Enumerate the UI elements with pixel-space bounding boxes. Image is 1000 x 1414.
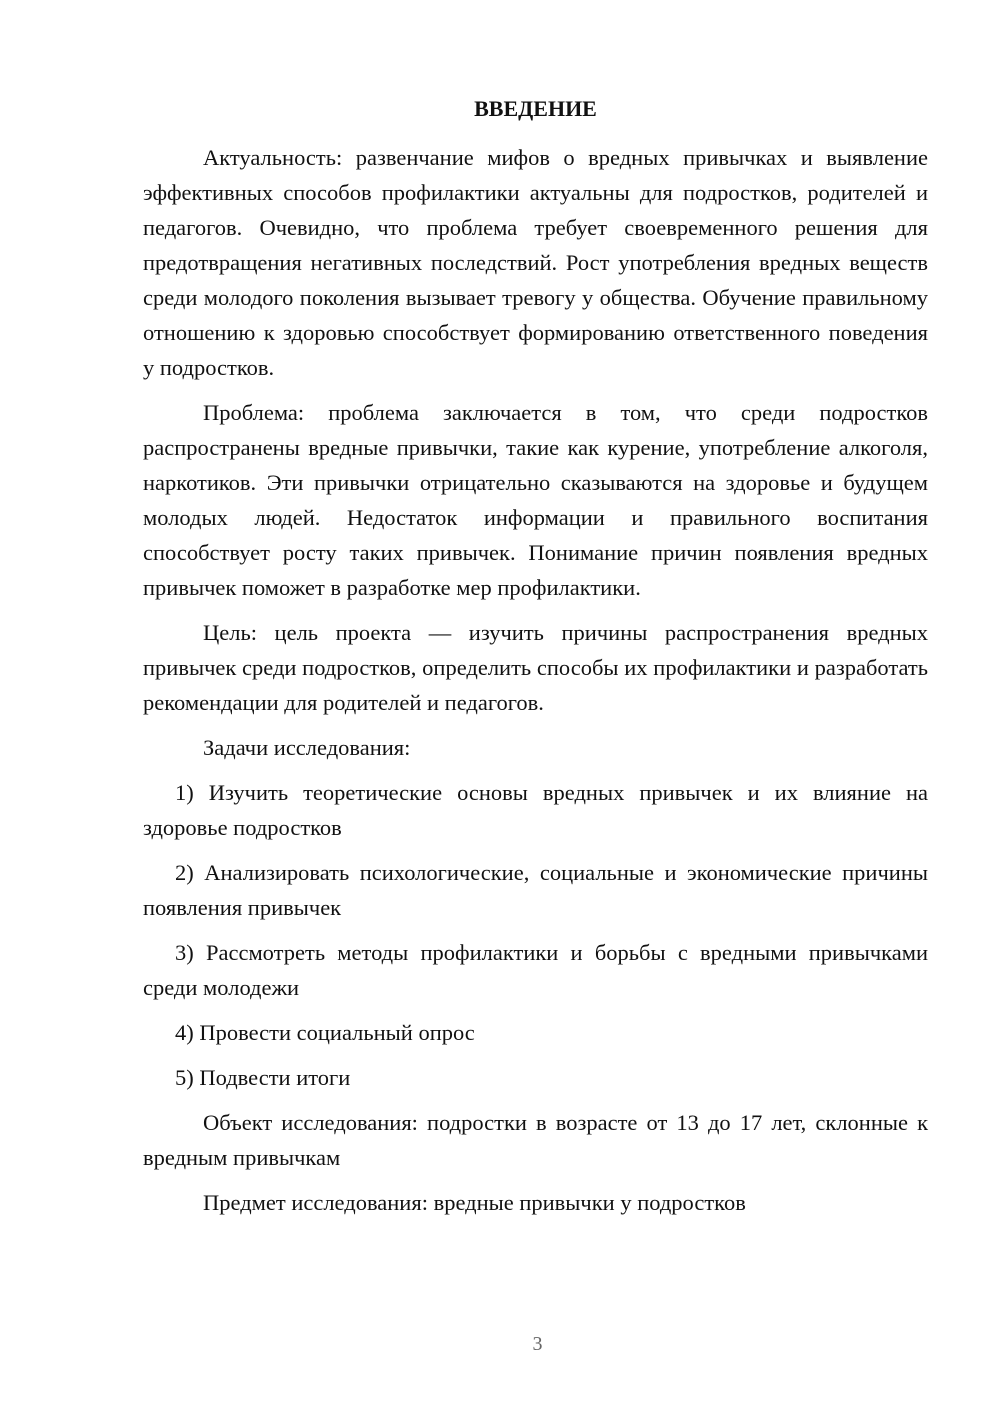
relevance-paragraph: Актуальность: развенчание мифов о вредных привычках и выявление эффективных способов профилактики актуальны для подростков, родителей и педагогов. Очевидно, что проблема требует своевременного решения для предотвращения негативных последствий. Рост употребления вредных веществ среди молодого поколения вызывает тревогу у общества. Обучение правильному отношению к здоровью способствует формированию ответственного поведения у подростков. bbox=[143, 145, 928, 380]
research-subject-paragraph: Предмет исследования: вредные привычки у подростков bbox=[203, 1190, 746, 1215]
task-item: 3) Рассмотреть методы профилактики и борьбы с вредными привычками среди молодежи bbox=[143, 940, 928, 1000]
problem-paragraph: Проблема: проблема заключается в том, что среди подростков распространены вредные привычки, такие как курение, употребление алкоголя, наркотиков. Эти привычки отрицательно сказываются на здоровье и будущем молодых людей. Недостаток информации и правильного воспитания способствует росту таких привычек. Понимание причин появления вредных привычек поможет в разработке мер профилактики. bbox=[143, 400, 928, 600]
research-object-paragraph: Объект исследования: подростки в возрасте от 13 до 17 лет, склонные к вредным привычкам bbox=[143, 1110, 928, 1170]
page-title: ВВЕДЕНИЕ bbox=[474, 96, 597, 121]
task-item: 1) Изучить теоретические основы вредных привычек и их влияние на здоровье подростков bbox=[143, 780, 928, 840]
task-item: 2) Анализировать психологические, социальные и экономические причины появления привычек bbox=[143, 860, 928, 920]
task-item: 4) Провести социальный опрос bbox=[175, 1020, 475, 1045]
task-item: 5) Подвести итоги bbox=[175, 1065, 351, 1090]
tasks-heading: Задачи исследования: bbox=[203, 735, 411, 760]
goal-paragraph: Цель: цель проекта — изучить причины распространения вредных привычек среди подростков, определить способы их профилактики и разработать рекомендации для родителей и педагогов. bbox=[143, 620, 928, 715]
page-content bbox=[143, 94, 928, 1220]
page-number: 3 bbox=[532, 1333, 543, 1355]
